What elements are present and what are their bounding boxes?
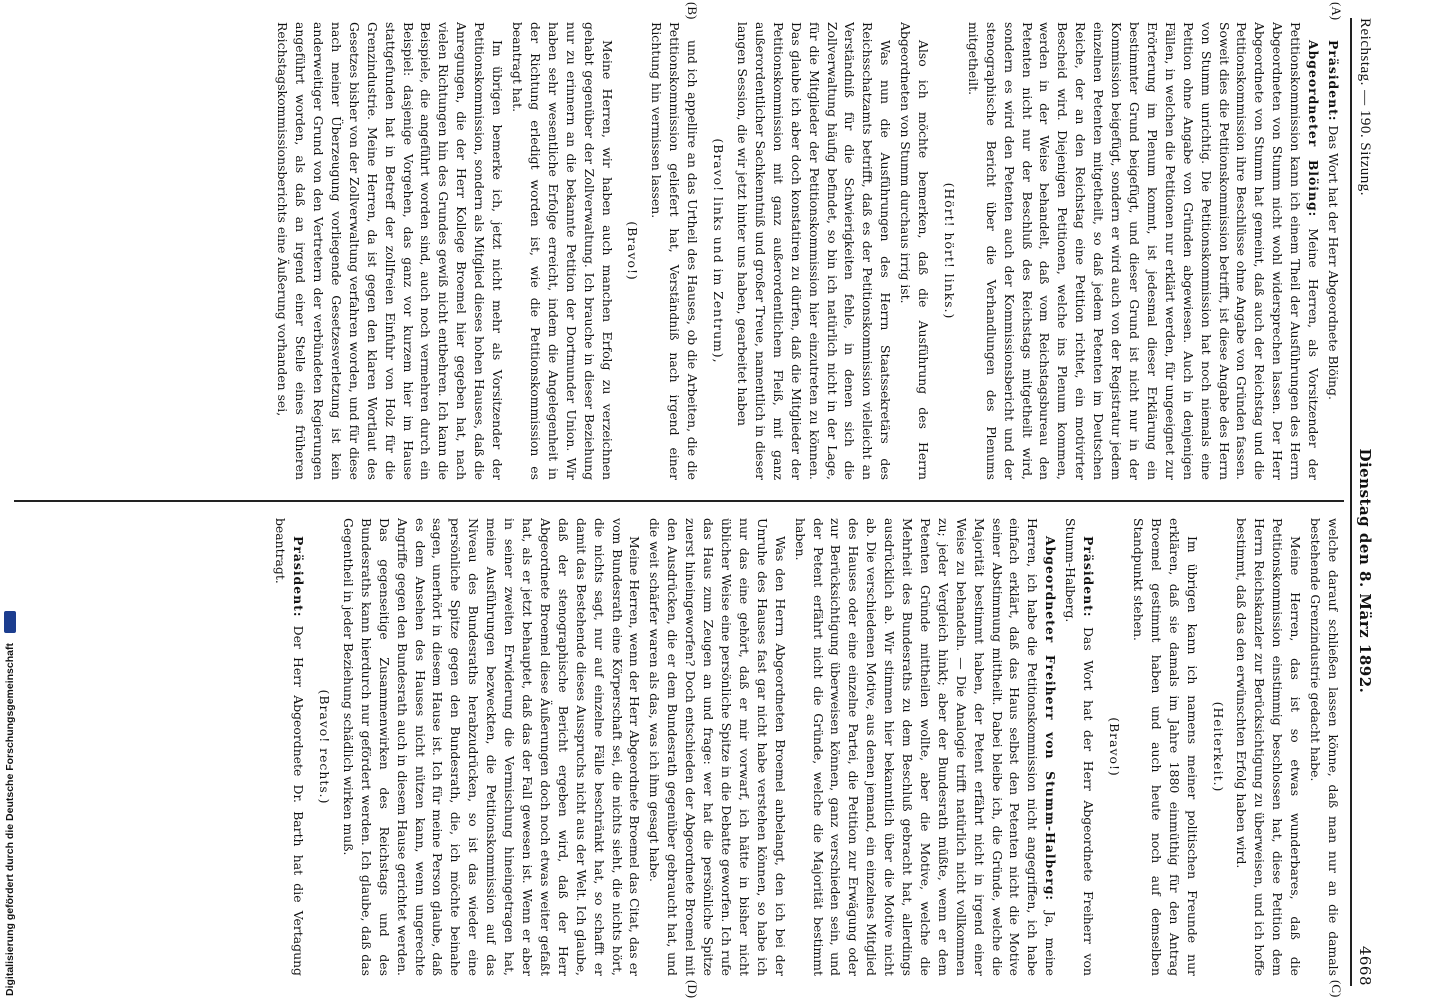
reaction-note: (Bravo!) (625, 221, 641, 281)
margin-marker-c: (C) (1329, 980, 1344, 998)
footer-text: Digitalisierung gefördert durch die Deutsche Forschungsgemeinschaft (4, 643, 16, 996)
page-number: 4668 (1356, 945, 1374, 986)
footer-credit (4, 611, 16, 996)
page-header (1356, 18, 1382, 986)
header-rule (1350, 18, 1352, 986)
paragraph-text: Meine Herren, als Vorsitzender der Petitionskommission kann ich einem Theil der Ausführungen des Herrn Abgeordneten von Stumm nicht wohl widersprechen lassen. Der Herr Abgeordnete von Stumm hat gemeint, daß auch der Reichstag und die Petitionskommission ihre Beschlüsse ohne Angabe von Gründen fassen. Soweit dies die Petitionskommission betrifft, ist diese Angabe des Herrn von Stumm unrichtig. Die Petitionskommission hat noch niemals eine Petition ohne Angabe von Gründen abgewiesen. Auch in denjenigen Fällen, in welchen die Petitionen nur erklärt werden, für ungeeignet zur Erörterung im Plenum kommt, ist jedesmal dieser Erklärung ein bestimmter Grund beigefügt, und dieser Grund ist nicht nur in der Kommission beigefügt, sondern er wird auch von der Registratur jedem einzelnen Petenten mitgetheilt, so daß jedem Petenten im Deutschen Reiche, der an den Reichstag eine Petition richtet, ein motivirter Bescheid wird. Diejenigen Petitionen, welche ins Plenum kommen, werden in der Weise behandelt, daß vom Reichstagsbureau den Petenten nicht nur der Beschluß des Reichstags mitgetheilt wird, sondern es wird den Petenten auch der Kommissionsbericht und der stenographische Bericht über die Verhandlungen des Plenums mitgetheilt. (965, 22, 1322, 480)
paragraph (1129, 518, 1201, 976)
column-divider (14, 500, 1344, 502)
header-session: Reichstag. — 190. Sitzung. (1357, 18, 1373, 196)
paragraph (1233, 518, 1305, 976)
left-column (12, 22, 1342, 480)
paragraph (1324, 22, 1342, 480)
paragraph-text: Was nun die Ausführungen des Herrn Staatssekretärs des Reichsschatzamts betrifft, daß es der Petitionskommission vielleicht an Verständniß für die Schwierigkeiten fehle, in denen sich die Zollverwaltung häufig befindet, so bin ich natürlich nicht in der Lage, für die Mitglieder der Petitionskommission hier einzutreten zu können. Das glaube ich aber doch konstatiren zu dürfen, daß die Mitglieder der Petitionskommission mit ganz außerordentlichem Fleiß, mit ganz außerordentlicher Sachkenntniß und großer Treue, namentlich in dieser langen Session, die wir jetzt hinter uns haben, gearbeitet haben (735, 22, 894, 480)
paragraph (645, 518, 788, 976)
paragraph (647, 22, 701, 480)
paragraph-text: Das Wort hat der Herr Abgeordnete Blöing. (1326, 125, 1341, 400)
margin-marker-b: (B) (685, 2, 700, 20)
right-column (12, 518, 1342, 976)
paragraph (733, 22, 894, 480)
paragraph (896, 22, 932, 480)
dfg-logo-icon (4, 611, 16, 633)
speaker-name: Präsident: (1081, 536, 1097, 618)
speaker-name: Präsident: (1326, 40, 1341, 122)
paragraph (273, 22, 506, 480)
paragraph (791, 518, 1060, 976)
paragraph-text: Also ich möchte bemerken, daß die Ausführung des Herrn Abgeordneten von Stumm durchaus irrig ist. (898, 22, 932, 480)
speaker-name: Abgeordneter Freiherr von Stumm-Halberg: (1043, 536, 1059, 901)
reaction-note: (Bravo! rechts.) (317, 689, 333, 805)
reaction-note: (Bravo! links und im Zentrum), (711, 138, 727, 364)
margin-marker-a: (A) (1329, 2, 1344, 21)
reaction-note: (Heiterkeit.) (1210, 701, 1226, 793)
paragraph (271, 518, 307, 976)
paragraph (508, 22, 615, 480)
paragraph-text: Das Wort hat der Herr Abgeordnete Freiherr von Stumm-Halberg. (1063, 518, 1097, 976)
paragraph-text: Meine Herren, das ist so etwas wunderbares, daß die Petitionskommission einstimmig beschlossen hat, diese Petition dem Herrn Reichskanzler zur Berücksichtigung zu überweisen, und ich hoffe bestimmt, daß das den erwünschten Erfolg haben wird. (1234, 518, 1304, 976)
reaction-note: (Hört! hört! links.) (941, 182, 957, 320)
paragraph-text: welche darauf schließen lassen könne, daß man nur an die damals bestehende Grenzindustrie gedacht habe. (1308, 518, 1341, 976)
paragraph-text: und ich appellire an das Urtheil des Hauses, ob die Arbeiten, die die Petitionskommission geliefert hat, Verständniß nach irgend einer Richtung hin vermissen lassen. (649, 22, 701, 480)
paragraph-text: Der Herr Abgeordnete Dr. Barth hat die Vertagung beantragt. (273, 518, 307, 976)
paragraph-text: Meine Herren, wir haben auch manchen Erfolg zu verzeichnen gehabt gegenüber der Zollverwaltung. Ich brauche in dieser Beziehung nur zu erinnern an die bekannte Petition der Dortmunder Union. Wir haben sehr wesentliche Erfolge erreicht, indem die Angelegenheit in der Richtung erledigt worden ist, wie die Petitionskommission es beantragt hat. (510, 22, 615, 480)
paragraph (1061, 518, 1097, 976)
paragraph-text: Ja, meine Herren, ich habe die Petitionskommission nicht angegriffen, ich habe einfach erklärt, daß das Haus selbst den Petenten nicht die Motive seiner Abstimmung mittheilt. Dabei bleibe ich, die Gründe, welche die Majorität bestimmt haben, der Petent erfährt nicht in irgend einer Weise zu behandeln. — Die Analogie trifft natürlich nicht vollkommen zu; jeder Vergleich hinkt; aber der Bundesrath müßte, wenn er dem Petenten Gründe mittheilen wollte, aber die Motive, welche die Mehrheit des Bundesraths zu dem Beschluß gebracht hat, allerdings ausdrücklich ab. Wir stimmen hier bekanntlich über die Motive nicht ab. Die verschiedenen Motive, aus denen jemand, ein einzelnes Mitglied des Hauses oder eine einzelne Partei, die Petition zur Erwägung oder zur Berücksichtigung überweisen können, ganz verschieden sein, und der Petent erfährt nicht die Gründe, welche die Majorität bestimmt haben. (792, 518, 1059, 976)
reaction-note: (Bravo!) (1107, 717, 1123, 777)
paragraph (1306, 518, 1342, 976)
paragraph-text: Im übrigen kann ich namens meiner politischen Freunde nur erklären, daß sie damals im Jahre 1880 einmüthig für den Antrag Broemel gestimmt haben und auch heute noch auf demselben Standpunkt stehen. (1130, 518, 1200, 976)
paragraph-text: Meine Herren, wenn der Herr Abgeordnete Broemel das Citat, das er vom Bundesrath eine Körperschaft sei, die nichts sieht, die nichts hört, die nichts sagt, nur auf einzelne Fälle beschränkt hat, so schafft er damit das Bestehende dieses Ausspruchs nicht aus der Welt. Ich glaube, daß der stenographische Bericht ergeben wird, daß der Herr Abgeordnete Broemel diese Äußerungen doch noch etwas weiter gefaßt hat, als er jetzt behauptet, daß das der Fall gewesen ist. Wenn er aber in seiner zweiten Erwiderung die Vermischung hineingetragen hat, meine Ausführungen bezweckten, die Petitionskommission auf das Niveau des Bundesraths herabzudrücken, so ist das wieder eine persönliche Spitze gegen den Bundesrath, die, ich möchte beinahe sagen, unerhört in diesem Hause ist. Ich für meine Person glaube, daß es dem Ansehen des Hauses nicht nützen kann, wenn ungerechte Angriffe gegen den Bundesrath auch in diesem Hause gerichtet werden. Das gegenseitige Zusammenwirken des Reichstags und des Bundesraths kann hierdurch nur gefördert werden. Ich glaube, daß das Gegentheil in jeder Beziehung schädlich wirken muß. (340, 518, 643, 976)
speaker-name: Präsident: (291, 536, 307, 618)
paragraph (339, 518, 643, 976)
header-date: Dienstag den 8. März 1892. (1356, 448, 1374, 694)
paragraph-text: Im übrigen bemerke ich, jetzt nicht mehr als Vorsitzender der Petitionskommission, sondern als Mitglied dieses hohen Hauses, daß die Anregungen, die der Herr Kollege Broemel hier gegeben hat, nach vielen Richtungen hin des Grundes gewiß nicht entbehren. Ich kann die Beispiele, die angeführt worden sind, auch noch vermehren durch ein Beispiel: dasjenige Vorgehen, das ganz vor kurzem hier im Hause stattgefunden hat in Betreff der zollfreien Einfuhr von Holz für die Grenzindustrie. Meine Herren, da ist gegen den klaren Wortlaut des Gesetzes bisher von der Zollverwaltung verfahren worden, und für diese nach meiner Überzeugung vorliegende Gesetzesverletzung ist kein anderweitiger Grund von den Vertretern der verbündeten Regierungen angeführt worden, als daß an irgend einer Stelle eines früheren Reichstagskommissionsberichts eine Äußerung vorhanden sei, (275, 22, 506, 480)
paragraph (964, 22, 1322, 480)
paragraph-text: Was den Herrn Abgeordneten Broemel anbelangt, den ich bei der Unruhe des Hauses fast gar nicht habe verstehen können, so habe ich nur das eine gehört, daß er mir vorwarf, ich hätte in bisher nicht üblicher Weise eine persönliche Spitze in die Debatte geworfen. Ich rufe das Haus zum Zeugen an und frage: wer hat die persönliche Spitze zuerst hineingeworfen? Doch entschieden der Abgeordnete Broemel mit den Ausdrücken, die er dem Bundesrath gegenüber gebraucht hat, und die weit schärfer waren als das, was ich ihm gesagt habe. (647, 518, 788, 976)
margin-marker-d: (D) (685, 980, 700, 999)
speaker-name: Abgeordneter Blöing: (1306, 40, 1322, 218)
